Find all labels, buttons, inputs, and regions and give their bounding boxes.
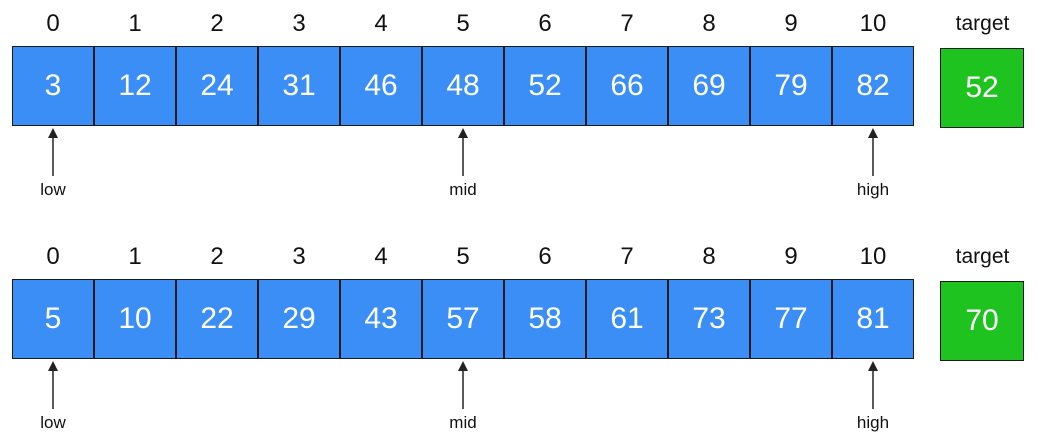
array-cell: 69 bbox=[668, 46, 750, 126]
pointer-arrow-icon bbox=[457, 128, 469, 176]
array-cell: 66 bbox=[586, 46, 668, 126]
index-label: 0 bbox=[46, 243, 60, 270]
pointer-label-mid: mid bbox=[449, 180, 477, 199]
array-cell: 79 bbox=[750, 46, 832, 126]
index-label: 1 bbox=[128, 243, 142, 270]
index-label: 1 bbox=[128, 10, 142, 37]
index-label: 4 bbox=[374, 10, 388, 37]
index-label: 6 bbox=[538, 10, 552, 37]
pointer-arrow-icon bbox=[47, 128, 59, 176]
array-cell: 46 bbox=[340, 46, 422, 126]
index-label: 5 bbox=[456, 243, 470, 270]
index-label: 3 bbox=[292, 10, 306, 37]
index-label: 6 bbox=[538, 243, 552, 270]
array-cell: 31 bbox=[258, 46, 340, 126]
index-label: 9 bbox=[784, 243, 798, 270]
binary-search-diagram-1 bbox=[0, 0, 1039, 210]
array-cell: 52 bbox=[504, 46, 586, 126]
pointer-arrow-icon bbox=[867, 128, 879, 176]
index-label: 8 bbox=[702, 243, 716, 270]
pointer-label-high: high bbox=[856, 180, 890, 199]
index-label: 10 bbox=[859, 10, 887, 37]
pointer-arrow-icon bbox=[867, 361, 879, 409]
index-label: 2 bbox=[210, 243, 224, 270]
array-cell: 5 bbox=[12, 279, 94, 359]
array-cell: 48 bbox=[422, 46, 504, 126]
target-value-box: 52 bbox=[940, 48, 1024, 128]
target-label: target bbox=[955, 12, 1010, 35]
array-cell: 58 bbox=[504, 279, 586, 359]
array-cell: 81 bbox=[832, 279, 914, 359]
array-cell: 29 bbox=[258, 279, 340, 359]
array-cell: 24 bbox=[176, 46, 258, 126]
index-label: 4 bbox=[374, 243, 388, 270]
array-cell: 10 bbox=[94, 279, 176, 359]
pointer-label-mid: mid bbox=[449, 413, 477, 432]
array-cell: 61 bbox=[586, 279, 668, 359]
array-cell: 3 bbox=[12, 46, 94, 126]
index-label: 10 bbox=[859, 243, 887, 270]
target-value-box: 70 bbox=[940, 281, 1024, 361]
index-label: 7 bbox=[620, 10, 634, 37]
pointer-label-low: low bbox=[40, 413, 66, 432]
pointer-label-low: low bbox=[40, 180, 66, 199]
pointer-label-high: high bbox=[856, 413, 890, 432]
array-cell: 57 bbox=[422, 279, 504, 359]
index-label: 0 bbox=[46, 10, 60, 37]
pointer-arrow-icon bbox=[47, 361, 59, 409]
array-cell: 77 bbox=[750, 279, 832, 359]
index-label: 8 bbox=[702, 10, 716, 37]
array-cell: 82 bbox=[832, 46, 914, 126]
array-cell: 73 bbox=[668, 279, 750, 359]
array-cell: 22 bbox=[176, 279, 258, 359]
index-label: 7 bbox=[620, 243, 634, 270]
array-cell: 43 bbox=[340, 279, 422, 359]
pointer-arrow-icon bbox=[457, 361, 469, 409]
binary-search-diagram-2 bbox=[0, 233, 1039, 443]
index-label: 5 bbox=[456, 10, 470, 37]
index-label: 2 bbox=[210, 10, 224, 37]
array-cell: 12 bbox=[94, 46, 176, 126]
index-label: 9 bbox=[784, 10, 798, 37]
index-label: 3 bbox=[292, 243, 306, 270]
target-label: target bbox=[955, 245, 1010, 268]
